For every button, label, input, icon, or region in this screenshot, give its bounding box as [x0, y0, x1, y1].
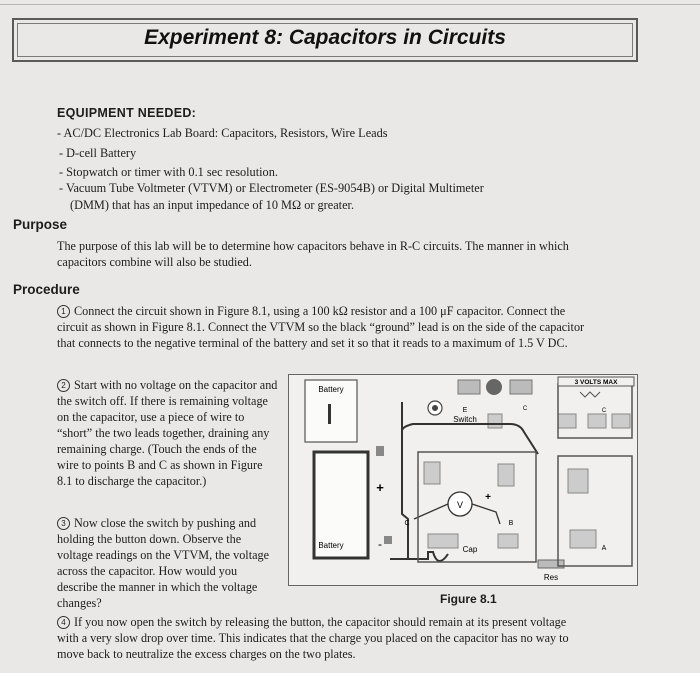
- figure-8-1: [288, 374, 638, 586]
- point-c-label: C: [404, 520, 410, 527]
- equipment-item: (DMM) that has an input impedance of 10 MΩ or greater.: [70, 198, 355, 212]
- top-rule: [0, 4, 700, 5]
- circuit-board-diagram: [288, 374, 638, 586]
- point-c-right-label: C: [601, 408, 607, 414]
- battery-bottom-label: Battery: [318, 541, 344, 550]
- battery-top-terminal: [328, 404, 331, 424]
- step-text: Start with no voltage on the capacitor and the switch off. If there is remaining voltage on the capacitor, use a piece of wire to “short” the two leads together, draining any remaining charge. (Touch the ends of the wire to points B and C as shown in Figure 8.1 to discharge the capacitor.): [57, 378, 278, 488]
- procedure-step-4: [57, 614, 587, 662]
- step-number: 4: [57, 616, 70, 629]
- point-c-top-label: C: [522, 406, 528, 412]
- procedure-step-3: [57, 515, 279, 611]
- component-block: [612, 414, 630, 428]
- figure-caption: Figure 8.1: [440, 592, 497, 606]
- procedure-heading: Procedure: [13, 282, 80, 297]
- page-title: Experiment 8: Capacitors in Circuits: [144, 26, 506, 49]
- component-block: [498, 464, 514, 486]
- procedure-step-2: [57, 377, 279, 489]
- step-number: 3: [57, 517, 70, 530]
- step-text: Now close the switch by pushing and holding the button down. Observe the voltage readings on the VTVM, the voltage across the capacitor. How would you describe the manner in which the voltage changes?: [57, 516, 269, 610]
- volts-max-label: 3 VOLTS MAX: [574, 379, 618, 386]
- switch-knob: [486, 379, 502, 395]
- battery-minus: -: [378, 537, 382, 551]
- point-e-label: E: [462, 407, 468, 414]
- switch-block-right: [510, 380, 532, 394]
- battery-top-label: Battery: [318, 385, 344, 394]
- equipment-item: - Vacuum Tube Voltmeter (VTVM) or Electrometer (ES-9054B) or Digital Multimeter: [59, 181, 484, 195]
- component-block: [568, 469, 588, 493]
- component-block: [424, 462, 440, 484]
- res-label: Res: [543, 573, 559, 582]
- resistor-body: [538, 560, 564, 568]
- point-a-label: A: [601, 545, 607, 552]
- switch-label: Switch: [453, 415, 477, 424]
- purpose-text: The purpose of this lab will be to determine how capacitors behave in R-C circuits. The manner in which capacitors combine will also be studied.: [57, 239, 569, 269]
- battery-plus: +: [376, 480, 384, 495]
- component-block: [570, 530, 596, 548]
- cap-block-right: [498, 534, 518, 548]
- battery-top-clip: [376, 446, 384, 456]
- step-number: 2: [57, 379, 70, 392]
- purpose-heading: Purpose: [13, 217, 68, 232]
- cap-block-left: [428, 534, 458, 548]
- voltmeter-plus: +: [485, 492, 491, 503]
- equipment-item: - AC/DC Electronics Lab Board: Capacitors, Resistors, Wire Leads: [57, 126, 388, 140]
- component-block: [588, 414, 606, 428]
- title-box: [12, 18, 638, 62]
- terminal-block: [488, 414, 502, 428]
- point-b-label: B: [508, 520, 514, 527]
- component-block: [558, 414, 576, 428]
- switch-block-left: [458, 380, 480, 394]
- voltmeter-label: V: [456, 500, 464, 510]
- procedure-step-1: [57, 303, 587, 351]
- equipment-item: - D-cell Battery: [59, 146, 137, 160]
- step-text: If you now open the switch by releasing the button, the capacitor should remain at its present voltage with a very slow drop over time. This indicates that the charge you placed on the capacitor has no way to move back to neutralize the excess charges on the two plates.: [57, 615, 569, 661]
- equipment-heading: EQUIPMENT NEEDED:: [57, 106, 197, 120]
- step-number: 1: [57, 305, 70, 318]
- equipment-item: - Stopwatch or timer with 0.1 sec resolution.: [59, 165, 278, 179]
- switch-button-inner: [432, 405, 438, 411]
- cap-label: Cap: [462, 545, 478, 554]
- battery-bottom-clip: [384, 536, 392, 544]
- step-text: Connect the circuit shown in Figure 8.1, using a 100 kΩ resistor and a 100 μF capacitor. Connect the circuit as shown in Figure 8.1. Connect the VTVM so the black “ground” lead is on the side of the capacitor that connects to the negative terminal of the battery and set it so that it reads to a maximum of 1.5 V DC.: [57, 304, 585, 350]
